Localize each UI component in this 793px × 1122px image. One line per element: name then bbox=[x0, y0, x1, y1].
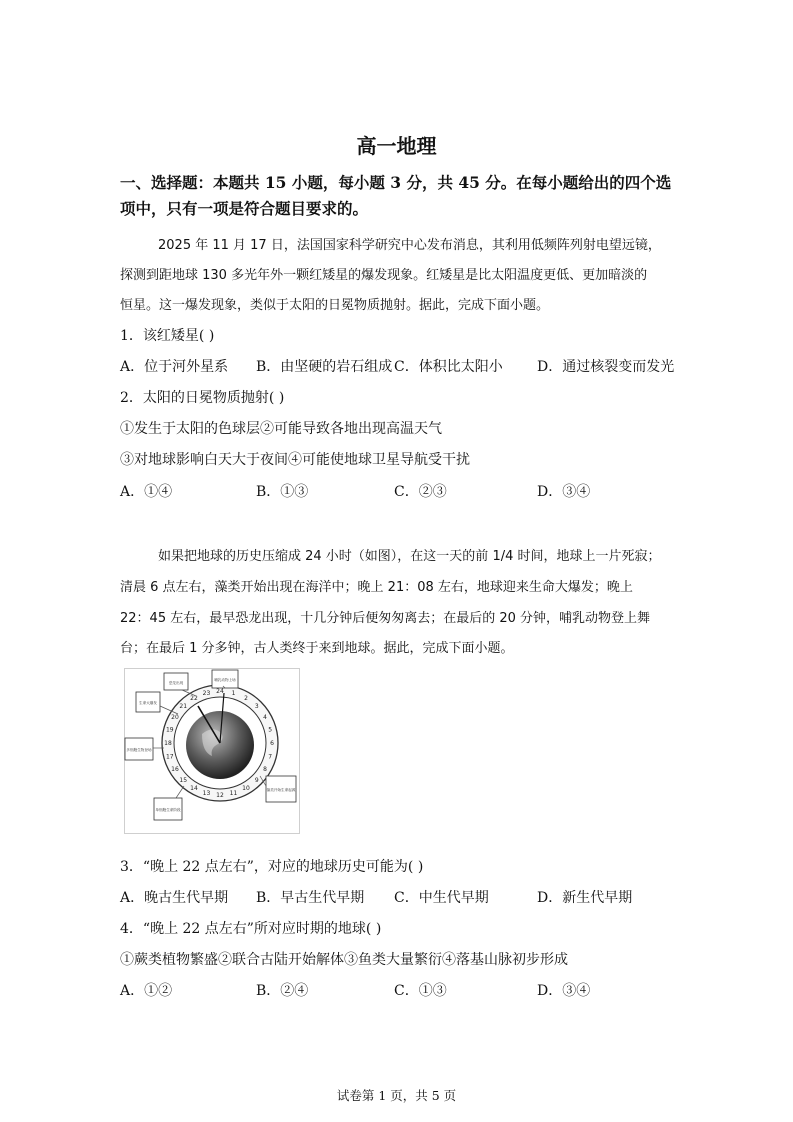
callout-mammal: 哺乳动物上场 bbox=[214, 678, 236, 682]
clock-number-10: 10 bbox=[242, 785, 250, 792]
earth-history-clock-figure bbox=[124, 668, 300, 834]
q2-stem: 2．太阳的日冕物质抛射( ) bbox=[120, 390, 285, 406]
callout-multicellular: 多细胞生物登场 bbox=[126, 748, 152, 752]
q3-option-a[interactable]: A．晚古生代早期 bbox=[120, 890, 229, 906]
passage1-line1: 2025 年 11 月 17 日，法国国家科学研究中心发布消息，其利用低频阵列射电望远镜， bbox=[158, 238, 661, 253]
passage2-line1: 如果把地球的历史压缩成 24 小时（如图），在这一天的前 1/4 时间，地球上一片死寂； bbox=[158, 549, 661, 564]
q1-option-b[interactable]: B．由坚硬的岩石组成 bbox=[256, 359, 393, 375]
q1-option-d[interactable]: D．通过核裂变而发光 bbox=[537, 359, 675, 375]
clock-number-24: 24 bbox=[216, 688, 224, 695]
clock-number-1: 1 bbox=[231, 689, 236, 697]
q3-option-d[interactable]: D．新生代早期 bbox=[537, 890, 633, 906]
q2-items-line1: ①发生于太阳的色球层②可能导致各地出现高温天气 bbox=[120, 421, 442, 437]
q3-stem: 3．“晚上 22 点左右”，对应的地球历史可能为( ) bbox=[120, 859, 424, 875]
passage2-line2: 清晨 6 点左右，藻类开始出现在海洋中；晚上 21：08 左右，地球迎来生命大爆发；晚上 bbox=[120, 580, 633, 595]
earth-globe-icon bbox=[186, 711, 254, 779]
passage1-line2: 探测到距地球 130 多光年外一颗红矮星的爆发现象。红矮星是比太阳温度更低、更加暗淡的 bbox=[120, 268, 648, 283]
q4-option-d[interactable]: D．③④ bbox=[537, 983, 591, 999]
q1-option-a[interactable]: A．位于河外星系 bbox=[120, 359, 229, 375]
clock-number-6: 6 bbox=[270, 740, 274, 747]
clock-number-4: 4 bbox=[263, 714, 267, 721]
q4-items-line1: ①蕨类植物繁盛②联合古陆开始解体③鱼类大量繁衍④落基山脉初步形成 bbox=[120, 952, 568, 968]
clock-number-3: 3 bbox=[254, 703, 259, 711]
clock-number-20: 20 bbox=[171, 714, 179, 721]
clock-number-18: 18 bbox=[164, 740, 172, 747]
q4-option-c[interactable]: C．①③ bbox=[394, 983, 447, 999]
clock-number-22: 22 bbox=[190, 695, 198, 702]
clock-number-11: 11 bbox=[229, 790, 238, 798]
section-heading-line1: 一、选择题：本题共 15 小题，每小题 3 分，共 45 分。在每小题给出的四个选 bbox=[120, 173, 672, 192]
q2-items-line2: ③对地球影响白天大于夜间④可能使地球卫星导航受干扰 bbox=[120, 452, 470, 468]
q1-stem: 1．该红矮星( ) bbox=[120, 328, 215, 344]
section-heading-line2: 项中，只有一项是符合题目要求的。 bbox=[120, 199, 369, 218]
passage1-line3: 恒星。这一爆发现象，类似于太阳的日冕物质抛射。据此，完成下面小题。 bbox=[120, 298, 550, 313]
clock-number-14: 14 bbox=[190, 785, 198, 792]
passage2-line3: 22：45 左右，最早恐龙出现，十几分钟后便匆匆离去；在最后的 20 分钟，哺乳动物登上舞 bbox=[120, 611, 651, 626]
callout-dinosaur: 恐龙出现 bbox=[168, 681, 184, 685]
clock-number-7: 7 bbox=[268, 753, 273, 761]
clock-number-8: 8 bbox=[263, 766, 267, 773]
clock-number-9: 9 bbox=[254, 776, 259, 784]
callout-life-explosion: 生命大爆发 bbox=[139, 701, 157, 705]
q2-option-a[interactable]: A．①④ bbox=[120, 484, 173, 500]
clock-number-23: 23 bbox=[202, 689, 211, 697]
clock-number-13: 13 bbox=[202, 790, 211, 798]
q4-stem: 4．“晚上 22 点左右”所对应时期的地球( ) bbox=[120, 921, 382, 937]
q3-option-b[interactable]: B．早古生代早期 bbox=[256, 890, 365, 906]
page-footer: 试卷第 1 页，共 5 页 bbox=[336, 1088, 457, 1103]
q2-option-d[interactable]: D．③④ bbox=[537, 484, 591, 500]
q2-option-b[interactable]: B．①③ bbox=[256, 484, 309, 500]
clock-number-16: 16 bbox=[171, 766, 179, 773]
passage2-line4: 台；在最后 1 分多钟，古人类终于来到地球。据此，完成下面小题。 bbox=[120, 641, 514, 656]
clock-number-12: 12 bbox=[216, 792, 224, 799]
callout-single-cell: 单细胞生命阶段 bbox=[155, 808, 181, 812]
clock-number-17: 17 bbox=[165, 753, 174, 761]
q1-option-c[interactable]: C．体积比太阳小 bbox=[394, 359, 503, 375]
q2-option-c[interactable]: C．②③ bbox=[394, 484, 447, 500]
clock-number-21: 21 bbox=[179, 703, 188, 711]
clock-number-19: 19 bbox=[165, 726, 174, 734]
callout-algae: 藻类开始生命起源 bbox=[266, 788, 296, 792]
q4-option-a[interactable]: A．①② bbox=[120, 983, 173, 999]
clock-number-5: 5 bbox=[268, 726, 273, 734]
page-title: 高一地理 bbox=[356, 134, 437, 158]
q4-option-b[interactable]: B．②④ bbox=[256, 983, 309, 999]
clock-number-2: 2 bbox=[244, 695, 248, 702]
q3-option-c[interactable]: C．中生代早期 bbox=[394, 890, 489, 906]
clock-number-15: 15 bbox=[179, 776, 188, 784]
